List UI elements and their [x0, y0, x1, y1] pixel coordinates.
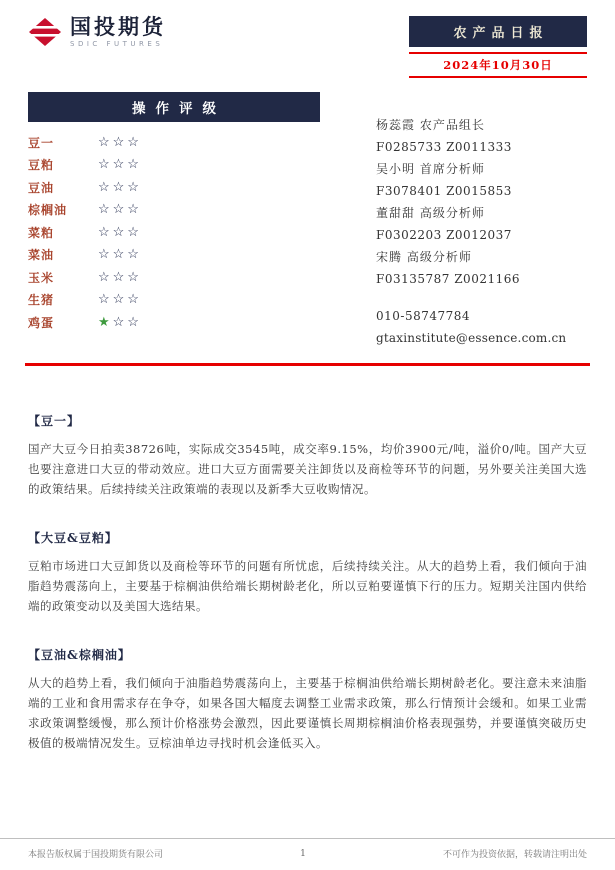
star-rating [98, 293, 142, 306]
page-footer [0, 838, 615, 860]
report-title: 农产品日报 [409, 16, 587, 47]
report-date: 2024年10月30日 [409, 52, 587, 78]
commodity-name: 豆一 [28, 135, 55, 150]
report-section [28, 646, 587, 753]
footer-copyright: 本报告版权属于国投期货有限公司 [28, 850, 164, 860]
star-rating [98, 271, 142, 284]
ratings-header: 操作评级 [28, 92, 320, 122]
brand-text [70, 16, 166, 48]
sdic-diamond-icon [28, 17, 62, 47]
commodity-name: 棕榈油 [28, 203, 68, 218]
empty-stars: ☆☆☆ [98, 134, 142, 150]
page-number: 1 [300, 848, 306, 859]
star-rating [98, 203, 142, 216]
analyst-entry [376, 202, 587, 246]
red-divider [25, 363, 590, 366]
star-rating [98, 158, 142, 171]
analyst-name: 吴小明 首席分析师 [376, 162, 485, 176]
rating-row [28, 289, 320, 312]
top-header [0, 0, 615, 78]
star-rating [98, 226, 142, 239]
commodity-name: 玉米 [28, 270, 55, 285]
rating-row [28, 311, 320, 334]
section-title: 【豆一】 [28, 414, 81, 428]
empty-stars: ☆☆☆ [98, 269, 142, 285]
filled-stars: ★ [98, 314, 113, 330]
star-rating [98, 181, 142, 194]
brand-logo [28, 16, 166, 48]
commodity-name: 生猪 [28, 293, 55, 308]
footer-disclaimer: 不可作为投资依据，转载请注明出处 [442, 850, 587, 860]
analyst-codes: F3078401 Z0015853 [376, 184, 512, 198]
report-title-block [409, 16, 587, 78]
rating-row [28, 221, 320, 244]
empty-stars: ☆☆☆ [98, 202, 142, 218]
rating-row [28, 266, 320, 289]
section-body: 从大的趋势上看，我们倾向于油脂趋势震荡向上，主要基于棕榈油供给端长期树龄老化。要注意未来油脂端的工业和食用需求存在争夺，如果各国大幅度去调整工业需求政策，那么行情预计会缓和。如果工业需求政策调整缓慢，那么预计价格涨势会激烈，因此要谨慎长周期棕榈油价格表现强势，并要谨慎突破历史极值的极端情况发生。豆棕油单边寻找时机会逢低买入。 [28, 676, 587, 750]
empty-stars: ☆☆☆ [98, 247, 142, 263]
contact-phone: 010-58747784 [376, 309, 471, 323]
rating-row [28, 131, 320, 154]
analyst-name: 杨蕊霞 农产品组长 [376, 118, 485, 132]
analysts-panel [376, 92, 587, 349]
analyst-entry [376, 158, 587, 202]
section-body: 豆粕市场进口大豆卸货以及商检等环节的问题有所忧虑，后续持续关注。从大的趋势上看，我们倾向于油脂趋势震荡向上，主要基于棕榈油供给端长期树龄老化，所以豆粕要谨慎下行的压力。短期关注国内供给端的政策变动以及美国大选结果。 [28, 559, 587, 613]
report-section [28, 529, 587, 616]
section-title: 【大豆&豆粕】 [28, 531, 118, 545]
empty-stars: ☆☆☆ [98, 157, 142, 173]
empty-stars: ☆☆☆ [98, 224, 142, 240]
empty-stars: ☆☆☆ [98, 292, 142, 308]
star-rating [98, 136, 142, 149]
brand-subtitle: SDIC FUTURES [70, 40, 164, 48]
analyst-name: 董甜甜 高级分析师 [376, 206, 485, 220]
rating-row [28, 244, 320, 267]
section-title: 【豆油&棕榈油】 [28, 648, 131, 662]
commodity-name: 鸡蛋 [28, 315, 55, 330]
report-section [28, 412, 587, 499]
analyst-codes: F03135787 Z0021166 [376, 272, 520, 286]
empty-stars: ☆☆☆ [98, 179, 142, 195]
analyst-entry [376, 246, 587, 290]
commodity-name: 豆粕 [28, 158, 55, 173]
commodity-name: 菜粕 [28, 225, 55, 240]
rating-row [28, 176, 320, 199]
report-body [0, 412, 615, 753]
analyst-entry [376, 114, 587, 158]
analyst-name: 宋腾 高级分析师 [376, 250, 472, 264]
star-rating [98, 316, 142, 329]
section-body: 国产大豆今日拍卖38726吨，实际成交3545吨，成交率9.15%，均价3900元/吨，溢价0/吨。国产大豆也要注意进口大豆的带动效应。进口大豆方面需要关注卸货以及商检等环节的问题，另外要关注美国大选的政策结果。后续持续关注政策端的表现以及新季大豆收购情况。 [28, 442, 587, 496]
brand-name: 国投期货 [70, 15, 166, 39]
commodity-name: 菜油 [28, 248, 55, 263]
contact-email: gtaxinstitute@essence.com.cn [376, 331, 567, 345]
empty-stars: ☆☆ [112, 314, 142, 330]
header-columns [0, 92, 615, 349]
analyst-codes: F0302203 Z0012037 [376, 228, 512, 242]
commodity-name: 豆油 [28, 180, 55, 195]
analyst-codes: F0285733 Z0011333 [376, 140, 512, 154]
ratings-panel [28, 92, 320, 349]
rating-row [28, 199, 320, 222]
star-rating [98, 248, 142, 261]
rating-row [28, 154, 320, 177]
